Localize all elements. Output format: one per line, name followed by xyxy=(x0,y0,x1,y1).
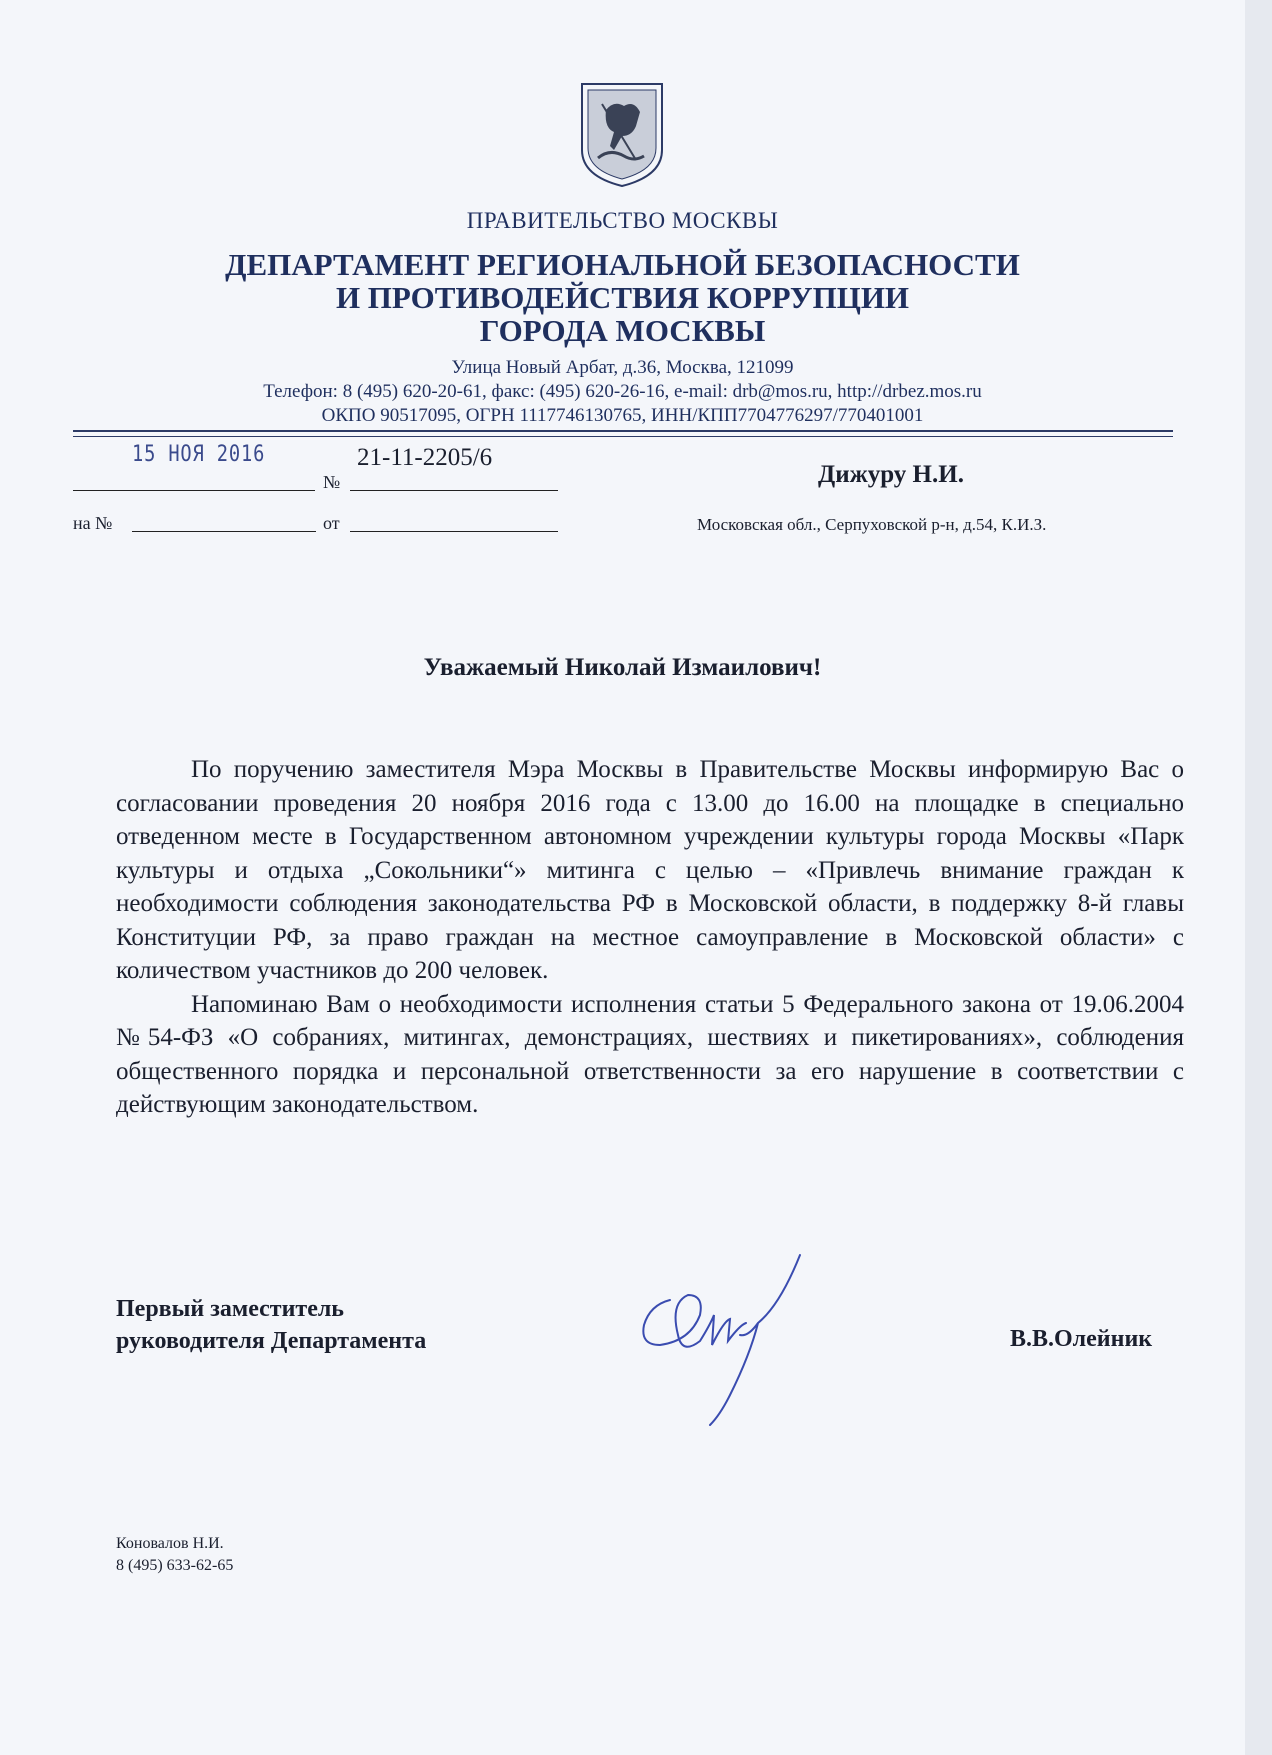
signatory-title-line-2: руководителя Департамента xyxy=(116,1328,427,1354)
reference-number-underline xyxy=(132,531,316,532)
signatory-name: В.В.Олейник xyxy=(1010,1326,1153,1352)
signatory-title-line-1: Первый заместитель xyxy=(116,1296,344,1322)
number-sign: № xyxy=(323,472,341,492)
header-divider-thin xyxy=(73,436,1173,437)
reference-prefix: на № xyxy=(73,513,113,533)
handwritten-signature xyxy=(630,1245,830,1430)
department-contacts: Телефон: 8 (495) 620-20-61, факс: (495) 620-26-16, e-mail: drb@mos.ru, http://drbez.mos.ru xyxy=(263,381,982,402)
government-name: ПРАВИТЕЛЬСТВО МОСКВЫ xyxy=(466,208,779,233)
executor-phone: 8 (495) 633-62-65 xyxy=(116,1557,234,1574)
reference-from-label: от xyxy=(323,513,340,533)
executor-info xyxy=(116,1533,233,1577)
executor-name: Коновалов Н.И. xyxy=(116,1535,224,1552)
recipient-address: Московская обл., Серпуховской р-н, д.54, К.И.З. xyxy=(697,515,1047,534)
salutation: Уважаемый Николай Измаилович! xyxy=(423,654,822,681)
department-address: Улица Новый Арбат, д.36, Москва, 121099 xyxy=(451,357,794,378)
department-name-line-1: ДЕПАРТАМЕНТ РЕГИОНАЛЬНОЙ БЕЗОПАСНОСТИ xyxy=(225,247,1020,282)
page-edge xyxy=(1245,0,1272,1755)
recipient-name: Дижуру Н.И. xyxy=(818,461,964,488)
letter-body xyxy=(116,753,1184,1122)
header-divider xyxy=(73,430,1173,432)
number-underline xyxy=(350,490,558,491)
body-paragraph-1: По поручению заместителя Мэра Москвы в Правительстве Москвы информирую Вас о согласовании проведения 20 ноября 2016 года с 13.00 до 16.00 на площадке в специально отведенном месте в Государственном автономном учреждении культуры города Москвы «Парк культуры и отдыха „Сокольники“» митинга с целью – «Привлечь внимание граждан к необходимости соблюдения законодательства РФ в Московской области, в поддержку 8-й главы Конституции РФ, за право граждан на местное самоуправление в Московской области» с количеством участников до 200 человек. xyxy=(116,756,1184,984)
body-paragraph-2: Напоминаю Вам о необходимости исполнения статьи 5 Федерального закона от 19.06.2004 №54-ФЗ «О собраниях, митингах, демонстрациях, шествиях и пикетированиях», соблюдения общественного порядка и персональной ответственности за его нарушение в соответствии с действующим законодательством. xyxy=(116,990,1184,1118)
department-name-line-3: ГОРОДА МОСКВЫ xyxy=(479,313,766,348)
reference-date-underline xyxy=(350,531,558,532)
department-name-line-2: И ПРОТИВОДЕЙСТВИЯ КОРРУПЦИИ xyxy=(335,280,910,315)
registration-number: 21-11-2205/6 xyxy=(357,444,493,471)
department-codes: ОКПО 90517095, ОГРН 1117746130765, ИНН/КПП7704776297/770401001 xyxy=(321,405,924,426)
signatory-title xyxy=(116,1293,426,1357)
date-stamp: 15 НОЯ 2016 xyxy=(132,442,266,467)
date-underline xyxy=(73,490,315,491)
moscow-coat-of-arms-icon xyxy=(576,80,668,188)
